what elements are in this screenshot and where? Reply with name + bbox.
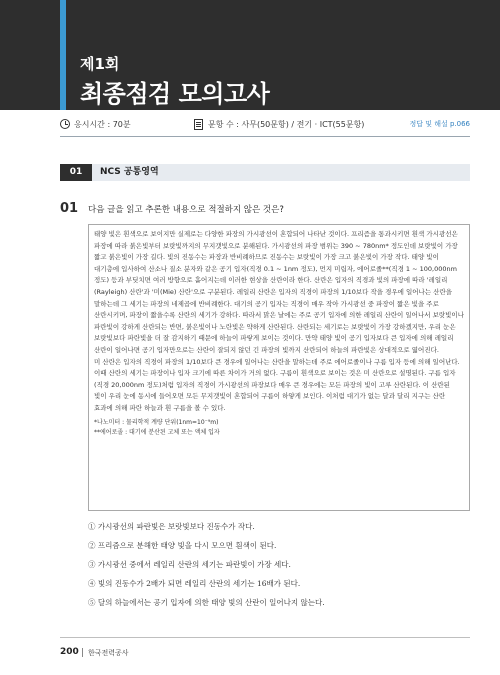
question-text: 다음 글을 읽고 추론한 내용으로 적절하지 않은 것은? (88, 205, 284, 215)
passage-paragraph-2: 미 산란은 입자의 직경이 파장의 1/10보다 큰 경우에 일어나는 산란을 말하는데 주로 에어로졸이나 구름 입자 등에 의해 일어난다. 이때 산란의 세기는 파장이나 입자 크기에 따른 차이가 거의 없다. 구름이 흰색으로 보이는 것은 미 산란으로 설명된다. 구름 입자(직경 20,000nm 정도)처럼 입자의 직경이 가시광선의 파장보다 매우 큰 경우에는 모든 파장의 빛이 고루 산란된다. 이 산란된 빛이 우리 눈에 동시에 들어오면 모든 무지갯빛이 혼합되어 구름이 하얗게 보인다. 이처럼 대기가 없는 달과 달리 지구는 산란 효과에 의해 파란 하늘과 흰 구름을 볼 수 있다. (94, 357, 460, 412)
publisher-name: 한국전력공사 (88, 649, 129, 657)
footer-divider (60, 637, 470, 638)
answer-reference: 정답 및 해설 p.066 (409, 120, 470, 128)
footnote-2: **에어로졸 : 대기에 분산된 고체 또는 액체 입자 (94, 428, 220, 436)
page-title: 최종점검 모의고사 (80, 80, 270, 108)
info-divider (60, 136, 470, 137)
choice-2[interactable]: ② 프리즘으로 분해한 태양 빛을 다시 모으면 흰색이 된다. (88, 541, 277, 550)
episode-number: 제1회 (80, 55, 120, 73)
passage-paragraph-1: 태양 빛은 흰색으로 보이지만 실제로는 다양한 파장의 가시광선이 혼합되어 나타난 것이다. 프리즘을 통과시키면 흰색 가시광선은 파장에 따라 붉은빛부터 보랏빛까지의 무지갯빛으로 분해된다. 가시광선의 파장 범위는 390 ~ 780nm* 정도인데 보랏빛이 가장 짧고 붉은빛이 가장 길다. 빛의 진동수는 파장과 반비례하므로 진동수는 보랏빛이 가장 크고 붉은빛이 가장 작다. 태양 빛이 대기층에 입사하여 산소나 질소 분자와 같은 공기 입자(직경 0.1 ~ 1nm 정도), 먼지 미립자, 에어로졸**(직경 1 ~ 100,000nm 정도) 등과 부딪치면 여러 방향으로 흩어지는데 이러한 현상을 산란이라 한다. 산란은 입자의 직경과 빛의 파장에 따라 '레일리(Rayleigh) 산란'과 '미(Mie) 산란'으로 구분된다. 레일리 산란은 입자의 직경이 파장의 1/10보다 작을 경우에 일어나는 산란을 말하는데 그 세기는 파장의 네제곱에 반비례한다. 대기의 공기 입자는 직경이 매우 작아 가시광선 중 파장이 짧은 빛을 주로 산란시키며, 파장이 짧을수록 산란의 세기가 강하다. 따라서 맑은 날에는 주로 공기 입자에 의한 레일리 산란이 일어나서 보랏빛이나 파란빛이 강하게 산란되는 반면, 붉은빛이나 노란빛은 약하게 산란된다. 산란되는 세기로는 보랏빛이 가장 강하겠지만, 우리 눈은 보랏빛보다 파란빛을 더 잘 감지하기 때문에 하늘이 파랗게 보이는 것이다. 만약 태양 빛이 공기 입자보다 큰 입자에 의해 레일리 산란이 일어나면 공기 입자만으로는 산란이 잘되지 않던 긴 파장의 빛까지 산란되어 하늘의 파란빛은 상대적으로 엷어진다. (94, 230, 464, 354)
choice-1[interactable]: ① 가시광선의 파란빛은 보랏빛보다 진동수가 작다. (88, 522, 255, 531)
section-title: NCS 공통영역 (100, 167, 159, 177)
question-number: 01 (60, 201, 79, 216)
section-bar (60, 164, 470, 181)
choice-3[interactable]: ③ 가시광선 중에서 레일리 산란의 세기는 파란빛이 가장 세다. (88, 560, 291, 569)
document-icon (194, 119, 203, 130)
exam-time: 응시시간 : 70분 (74, 120, 131, 129)
choice-4[interactable]: ④ 빛의 진동수가 2배가 되면 레일리 산란의 세기는 16배가 된다. (88, 579, 301, 588)
choice-5[interactable]: ⑤ 달의 하늘에서는 공기 입자에 의한 태양 빛의 산란이 일어나지 않는다. (88, 598, 325, 607)
header-accent-bar (60, 0, 66, 110)
clock-icon (60, 119, 70, 129)
question-count: 문항 수 : 사무(50문항) / 전기 · ICT(55문항) (208, 120, 365, 129)
reading-passage (88, 224, 470, 511)
footer-separator (82, 648, 83, 657)
exam-info-row (60, 118, 470, 132)
answer-choices (88, 517, 470, 612)
section-number: 01 (60, 164, 92, 181)
footnote-1: *나노미터 : 물리학적 계량 단위(1nm=10⁻⁹m) (94, 418, 219, 426)
page-number: 200 (60, 647, 79, 657)
